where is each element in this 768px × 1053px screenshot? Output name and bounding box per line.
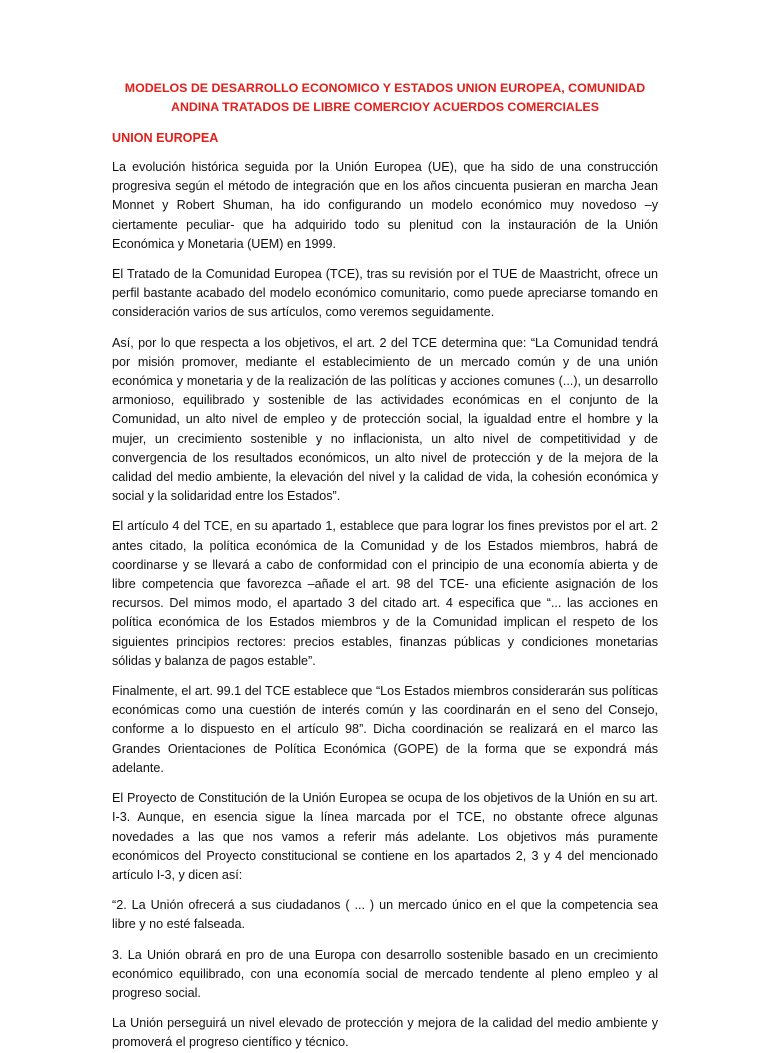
document-title: MODELOS DE DESARROLLO ECONOMICO Y ESTADOS UNION EUROPEA, COMUNIDAD ANDINA TRATADOS DE LIBRE COMERCIOY ACUERDOS COMERCIALES	[124, 81, 646, 114]
paragraph-4: El artículo 4 del TCE, en su apartado 1, establece que para lograr los fines previstos por el art. 2 antes citado, la política económica de la Comunidad y de los Estados miembros, habrá de coordinarse y se llevará a cabo de conformidad con el principio de una economía abierta y de libre competencia que favorezca –añade el art. 98 del TCE- una eficiente asignación de los recursos. Del mimos modo, el apartado 3 del citado art. 4 especifica que “... las acciones en política económica de los Estados miembros y de la Comunidad implican el respeto de los siguientes principios rectores: precios estables, finanzas públicas y condiciones monetarias sólidas y balanza de pagos estable”.	[112, 519, 658, 668]
paragraph-6: El Proyecto de Constitución de la Unión Europea se ocupa de los objetivos de la Unión en su art. I-3. Aunque, en esencia sigue la línea marcada por el TCE, no obstante ofrece algunas novedades a las que nos vamos a referir más adelante. Los objetivos más puramente económicos del Proyecto constitucional se contiene en los apartados 2, 3 y 4 del mencionado artículo I-3, y dicen así:	[112, 791, 658, 882]
paragraph-2: El Tratado de la Comunidad Europea (TCE), tras su revisión por el TUE de Maastricht, ofrece un perfil bastante acabado del modelo económico comunitario, como puede apreciarse tomando en consideración varios de sus artículos, como veremos seguidamente.	[112, 267, 658, 320]
paragraph-3: Así, por lo que respecta a los objetivos, el art. 2 del TCE determina que: “La Comunidad tendrá por misión promover, mediante el establecimiento de un mercado común y de una unión económica y monetaria y de la realización de las políticas y acciones comunes (...), un desarrollo armonioso, equilibrado y sostenible de las actividades económicas en el conjunto de la Comunidad, un alto nivel de empleo y de protección social, la igualdad entre el hombre y la mujer, un crecimiento sostenible y no inflacionista, un alto nivel de competitividad y de convergencia de los resultados económicos, un alto nivel de protección y de la mejora de la calidad del medio ambiente, la elevación del nivel y la calidad de vida, la cohesión económica y social y la solidaridad entre los Estados”.	[112, 335, 658, 504]
paragraph-7: “2. La Unión ofrecerá a sus ciudadanos ( ... ) un mercado único en el que la competencia sea libre y no esté falseada.	[112, 898, 658, 932]
document-page	[112, 79, 658, 1053]
paragraph-8: 3. La Unión obrará en pro de una Europa con desarrollo sostenible basado en un crecimiento económico equilibrado, con una economía social de mercado tendente al pleno empleo y al progreso social.	[112, 947, 658, 1000]
paragraph-5: Finalmente, el art. 99.1 del TCE establece que “Los Estados miembros considerarán sus políticas económicas como una cuestión de interés común y las coordinarán en el seno del Consejo, conforme a lo dispuesto en el artículo 98”. Dicha coordinación se realizará en el marco las Grandes Orientaciones de Política Económica (GOPE) de la forma que se expondrá más adelante.	[112, 684, 658, 775]
section-heading-union-europea: UNION EUROPEA	[112, 131, 219, 145]
paragraph-9: La Unión perseguirá un nivel elevado de protección y mejora de la calidad del medio ambiente y promoverá el progreso científico y técnico.	[112, 1016, 658, 1050]
paragraph-1: La evolución histórica seguida por la Unión Europea (UE), que ha sido de una construcción progresiva según el método de integración que en los años cincuenta pusieran en marcha Jean Monnet y Robert Shuman, ha ido configurando un modelo económico muy novedoso –y ciertamente peculiar- que ha adquirido todo su plenitud con la instauración de la Unión Económica y Monetaria (UEM) en 1999.	[112, 160, 658, 251]
